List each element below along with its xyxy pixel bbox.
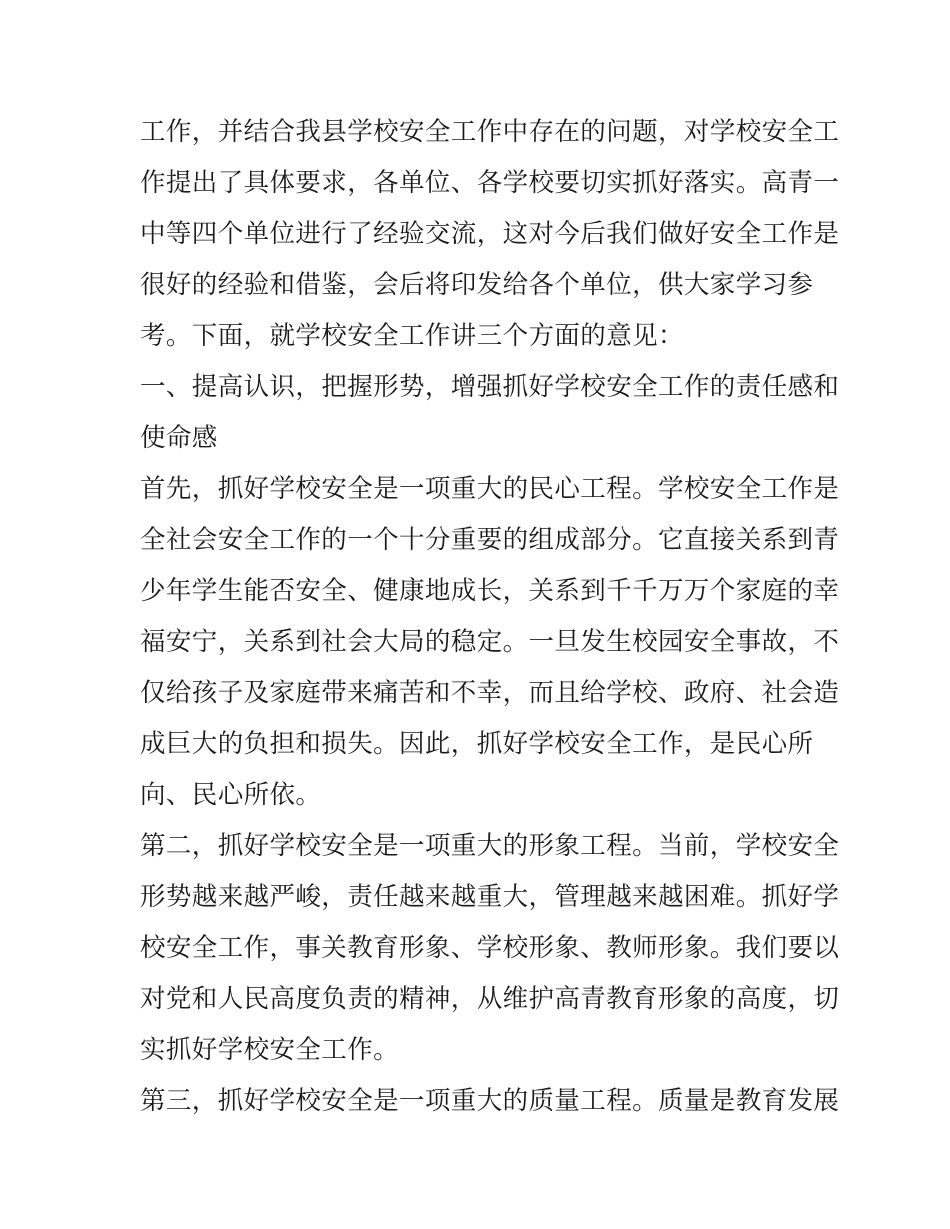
text-line: 第三，抓好学校安全是一项重大的质量工程。质量是教育发展 — [140, 1086, 840, 1116]
text-line: 成巨大的负担和损失。因此，抓好学校安全工作，是民心所 — [140, 729, 814, 759]
section-heading: 一、提高认识，把握形势，增强抓好学校安全工作的责任感和 — [140, 372, 840, 402]
text-line: 作提出了具体要求，各单位、各学校要切实抓好落实。高青一 — [140, 168, 840, 198]
text-line: 校安全工作，事关教育形象、学校形象、教师形象。我们要以 — [140, 933, 840, 963]
text-line: 第二，抓好学校安全是一项重大的形象工程。当前，学校安全 — [140, 831, 840, 861]
text-line: 少年学生能否安全、健康地成长，关系到千千万万个家庭的幸 — [140, 576, 840, 606]
text-line: 首先，抓好学校安全是一项重大的民心工程。学校安全工作是 — [140, 474, 840, 504]
text-line: 很好的经验和借鉴，会后将印发给各个单位，供大家学习参 — [140, 270, 814, 300]
text-line: 仅给孩子及家庭带来痛苦和不幸，而且给学校、政府、社会造 — [140, 678, 840, 708]
text-line: 工作，并结合我县学校安全工作中存在的问题，对学校安全工 — [140, 117, 840, 147]
text-line: 对党和人民高度负责的精神，从维护高青教育形象的高度，切 — [140, 984, 840, 1014]
document-body — [140, 107, 840, 1127]
text-line: 全社会安全工作的一个十分重要的组成部分。它直接关系到青 — [140, 525, 840, 555]
text-line: 形势越来越严峻，责任越来越重大，管理越来越困难。抓好学 — [140, 882, 840, 912]
text-line: 实抓好学校安全工作。 — [140, 1035, 400, 1065]
text-line: 考。下面，就学校安全工作讲三个方面的意见： — [140, 321, 684, 351]
section-heading: 使命感 — [140, 423, 218, 453]
text-line: 向、民心所依。 — [140, 780, 322, 810]
text-line: 福安宁，关系到社会大局的稳定。一旦发生校园安全事故，不 — [140, 627, 840, 657]
text-line: 中等四个单位进行了经验交流，这对今后我们做好安全工作是 — [140, 219, 840, 249]
